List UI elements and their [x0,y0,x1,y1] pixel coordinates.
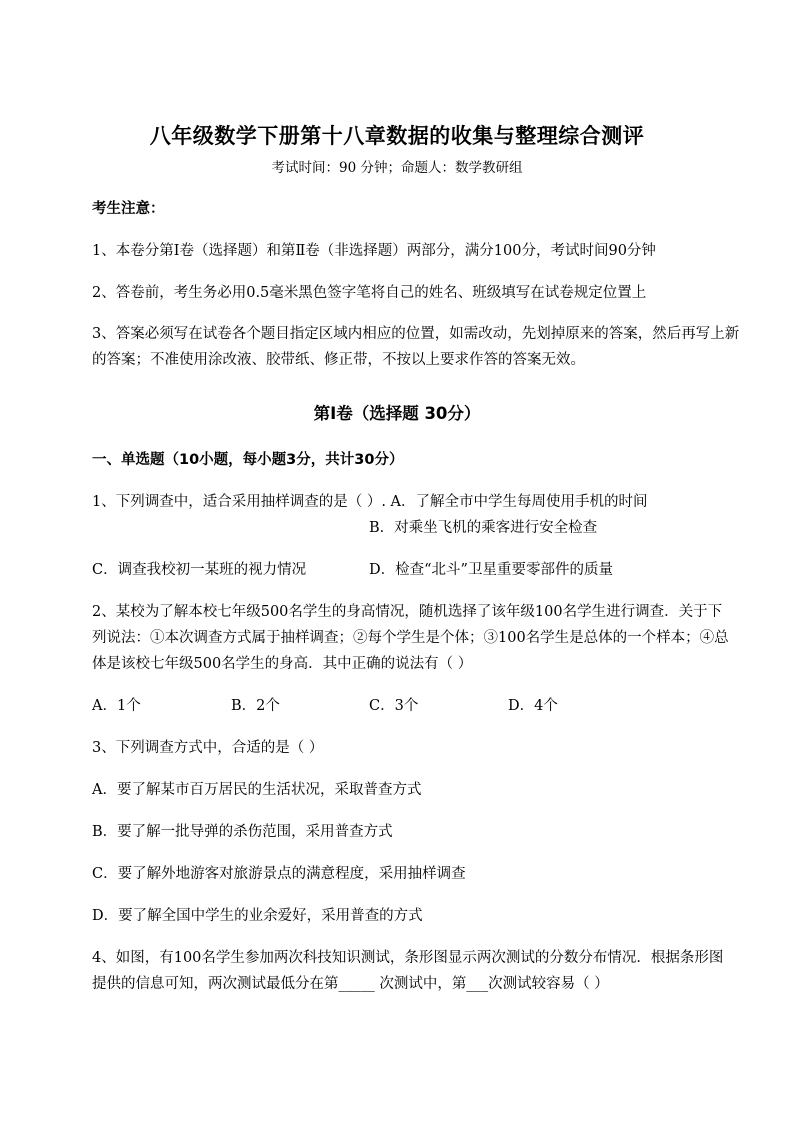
question-2-option-b: B．2个 [231,698,280,714]
notice-item-3-line-1: 3、答案必须写在试卷各个题目指定区域内相应的位置，如需改动，先划掉原来的答案，然后再写上新 [92,326,740,342]
notice-item-1: 1、本卷分第Ⅰ卷（选择题）和第Ⅱ卷（非选择题）两部分，满分100分，考试时间90分钟 [92,243,656,259]
question-2-line-3: 体是该校七年级500名学生的身高．其中正确的说法有（ ） [92,656,473,672]
notice-item-3-line-2: 的答案；不准使用涂改液、胶带纸、修正带，不按以上要求作答的答案无效。 [92,352,585,368]
question-1-option-d: D．检查“北斗”卫星重要零部件的质量 [369,562,613,578]
question-2-option-c: C．3个 [369,698,419,714]
question-3-option-c: C．要了解外地游客对旅游景点的满意程度，采用抽样调查 [92,866,466,882]
question-2-option-a: A．1个 [92,698,141,714]
notice-heading: 考生注意： [92,201,165,217]
question-3-option-a: A．要了解某市百万居民的生活状况，采取普查方式 [92,782,422,798]
question-3-stem: 3、下列调查方式中，合适的是（ ） [92,740,324,756]
question-3-option-d: D．要了解全国中学生的业余爱好，采用普查的方式 [92,908,423,924]
question-1-option-b: B．对乘坐飞机的乘客进行安全检查 [369,520,598,536]
notice-item-2: 2、答卷前，考生务必用0.5毫米黑色签字笔将自己的姓名、班级填写在试卷规定位置上 [92,285,647,301]
question-1-stem: 1、下列调查中，适合采用抽样调查的是（ ）. A．了解全市中学生每周使用手机的时间 [92,494,648,510]
question-2-line-2: 列说法：①本次调查方式属于抽样调查；②每个学生是个体；③100名学生是总体的一个样本；④总 [92,630,729,646]
question-4-line-1: 4、如图，有100名学生参加两次科技知识测试，条形图显示两次测试的分数分布情况．根据条形图 [92,950,724,966]
question-1-option-c: C．调查我校初一某班的视力情况 [92,562,307,578]
exam-title: 八年级数学下册第十八章数据的收集与整理综合测评 [149,124,645,148]
question-2-option-d: D．4个 [508,698,558,714]
part-heading: 一、单选题（10小题，每小题3分，共计30分） [92,452,404,468]
question-4-line-2: 提供的信息可知，两次测试最低分在第_____ 次测试中，第___次测试较容易（ ） [92,976,609,992]
exam-subtitle: 考试时间：90 分钟；命题人：数学教研组 [271,160,523,176]
section-title: 第Ⅰ卷（选择题 30分） [313,404,481,423]
question-3-option-b: B．要了解一批导弹的杀伤范围，采用普查方式 [92,824,393,840]
question-2-line-1: 2、某校为了解本校七年级500名学生的身高情况，随机选择了该年级100名学生进行调查．关于下 [92,604,723,620]
